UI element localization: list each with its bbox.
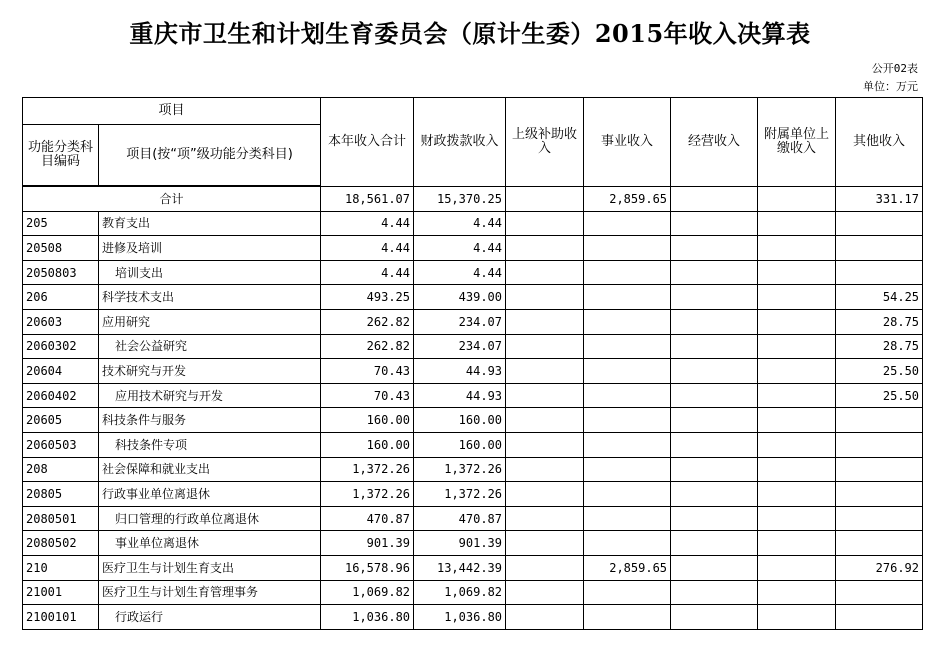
table-row — [23, 605, 923, 630]
row-total: 160.00 — [321, 408, 414, 433]
row-operating — [671, 236, 758, 261]
row-fiscal: 1,036.80 — [414, 605, 506, 630]
row-superior — [506, 482, 584, 507]
row-business — [584, 236, 671, 261]
row-other — [836, 432, 923, 457]
row-superior — [506, 236, 584, 261]
row-total: 470.87 — [321, 506, 414, 531]
row-operating — [671, 260, 758, 285]
row-name: 行政运行 — [99, 605, 321, 630]
income-table — [22, 97, 923, 630]
row-name: 医疗卫生与计划生育支出 — [99, 555, 321, 580]
row-code: 20603 — [23, 309, 99, 334]
total-row — [23, 186, 923, 211]
row-operating — [671, 211, 758, 236]
table-row — [23, 531, 923, 556]
row-affiliated — [758, 605, 836, 630]
row-fiscal: 4.44 — [414, 260, 506, 285]
total-operating — [671, 186, 758, 211]
total-affiliated — [758, 186, 836, 211]
row-operating — [671, 383, 758, 408]
table-row — [23, 580, 923, 605]
row-business — [584, 580, 671, 605]
row-total: 4.44 — [321, 236, 414, 261]
row-code: 2100101 — [23, 605, 99, 630]
row-name: 教育支出 — [99, 211, 321, 236]
unit-label: 单位：万元 — [863, 80, 918, 93]
total-label: 合计 — [23, 186, 321, 211]
header-name: 项目(按“项”级功能分类科目) — [99, 125, 321, 187]
table-row — [23, 482, 923, 507]
row-other: 276.92 — [836, 555, 923, 580]
row-other — [836, 482, 923, 507]
table-row — [23, 408, 923, 433]
header-other: 其他收入 — [836, 98, 923, 187]
row-code: 2080502 — [23, 531, 99, 556]
row-name: 归口管理的行政单位离退休 — [99, 506, 321, 531]
row-total: 1,069.82 — [321, 580, 414, 605]
row-fiscal: 13,442.39 — [414, 555, 506, 580]
row-business — [584, 457, 671, 482]
row-affiliated — [758, 260, 836, 285]
report-title: 重庆市卫生和计划生育委员会（原计生委）2015年收入决算表 — [129, 19, 811, 48]
row-code: 21001 — [23, 580, 99, 605]
table-row — [23, 506, 923, 531]
row-code: 20508 — [23, 236, 99, 261]
row-code: 20605 — [23, 408, 99, 433]
row-name: 科技条件与服务 — [99, 408, 321, 433]
row-affiliated — [758, 457, 836, 482]
row-fiscal: 901.39 — [414, 531, 506, 556]
row-total: 4.44 — [321, 211, 414, 236]
row-affiliated — [758, 432, 836, 457]
row-affiliated — [758, 309, 836, 334]
row-superior — [506, 309, 584, 334]
row-business — [584, 506, 671, 531]
row-other: 25.50 — [836, 359, 923, 384]
row-other: 54.25 — [836, 285, 923, 310]
row-operating — [671, 408, 758, 433]
row-fiscal: 1,372.26 — [414, 482, 506, 507]
row-code: 206 — [23, 285, 99, 310]
row-name: 社会公益研究 — [99, 334, 321, 359]
row-total: 262.82 — [321, 309, 414, 334]
row-fiscal: 160.00 — [414, 432, 506, 457]
row-name: 培训支出 — [99, 260, 321, 285]
row-fiscal: 44.93 — [414, 383, 506, 408]
row-name: 社会保障和就业支出 — [99, 457, 321, 482]
row-affiliated — [758, 236, 836, 261]
row-fiscal: 4.44 — [414, 211, 506, 236]
row-operating — [671, 285, 758, 310]
row-other — [836, 260, 923, 285]
row-total: 70.43 — [321, 383, 414, 408]
row-name: 技术研究与开发 — [99, 359, 321, 384]
table-row — [23, 309, 923, 334]
row-name: 事业单位离退休 — [99, 531, 321, 556]
row-fiscal: 439.00 — [414, 285, 506, 310]
row-superior — [506, 260, 584, 285]
row-other — [836, 580, 923, 605]
row-code: 2060503 — [23, 432, 99, 457]
row-fiscal: 1,069.82 — [414, 580, 506, 605]
row-name: 科技条件专项 — [99, 432, 321, 457]
row-code: 205 — [23, 211, 99, 236]
row-other — [836, 531, 923, 556]
row-other: 25.50 — [836, 383, 923, 408]
row-business — [584, 432, 671, 457]
row-business — [584, 309, 671, 334]
row-operating — [671, 334, 758, 359]
row-operating — [671, 359, 758, 384]
row-fiscal: 470.87 — [414, 506, 506, 531]
row-superior — [506, 432, 584, 457]
table-row — [23, 236, 923, 261]
row-total: 16,578.96 — [321, 555, 414, 580]
row-affiliated — [758, 482, 836, 507]
row-code: 2080501 — [23, 506, 99, 531]
row-operating — [671, 309, 758, 334]
row-business — [584, 211, 671, 236]
header-fiscal: 财政拨款收入 — [414, 98, 506, 187]
total-business: 2,859.65 — [584, 186, 671, 211]
row-name: 科学技术支出 — [99, 285, 321, 310]
row-other — [836, 236, 923, 261]
row-code: 2060302 — [23, 334, 99, 359]
row-total: 4.44 — [321, 260, 414, 285]
row-affiliated — [758, 580, 836, 605]
row-fiscal: 234.07 — [414, 334, 506, 359]
row-other — [836, 506, 923, 531]
row-operating — [671, 457, 758, 482]
row-code: 20805 — [23, 482, 99, 507]
row-affiliated — [758, 531, 836, 556]
row-name: 应用研究 — [99, 309, 321, 334]
row-other — [836, 457, 923, 482]
row-affiliated — [758, 506, 836, 531]
row-affiliated — [758, 383, 836, 408]
row-business — [584, 408, 671, 433]
header-superior: 上级补助收入 — [506, 98, 584, 187]
row-other — [836, 605, 923, 630]
header-operating: 经营收入 — [671, 98, 758, 187]
row-affiliated — [758, 211, 836, 236]
row-fiscal: 160.00 — [414, 408, 506, 433]
row-business — [584, 605, 671, 630]
row-name: 行政事业单位离退休 — [99, 482, 321, 507]
table-row — [23, 285, 923, 310]
row-name: 进修及培训 — [99, 236, 321, 261]
row-name: 应用技术研究与开发 — [99, 383, 321, 408]
row-superior — [506, 531, 584, 556]
row-business — [584, 383, 671, 408]
form-number: 公开02表 — [871, 62, 918, 75]
row-code: 2060402 — [23, 383, 99, 408]
row-operating — [671, 555, 758, 580]
row-affiliated — [758, 359, 836, 384]
row-business — [584, 334, 671, 359]
row-superior — [506, 334, 584, 359]
table-row — [23, 359, 923, 384]
row-total: 70.43 — [321, 359, 414, 384]
table-row — [23, 457, 923, 482]
row-business — [584, 531, 671, 556]
row-superior — [506, 580, 584, 605]
row-operating — [671, 580, 758, 605]
row-total: 262.82 — [321, 334, 414, 359]
row-business — [584, 482, 671, 507]
row-name: 医疗卫生与计划生育管理事务 — [99, 580, 321, 605]
header-business: 事业收入 — [584, 98, 671, 187]
table-row — [23, 211, 923, 236]
row-business — [584, 285, 671, 310]
row-superior — [506, 605, 584, 630]
table-row — [23, 334, 923, 359]
row-superior — [506, 457, 584, 482]
table-row — [23, 432, 923, 457]
row-superior — [506, 383, 584, 408]
row-other — [836, 211, 923, 236]
row-superior — [506, 506, 584, 531]
row-total: 160.00 — [321, 432, 414, 457]
row-total: 1,036.80 — [321, 605, 414, 630]
row-fiscal: 234.07 — [414, 309, 506, 334]
row-operating — [671, 531, 758, 556]
row-business: 2,859.65 — [584, 555, 671, 580]
total-other: 331.17 — [836, 186, 923, 211]
row-superior — [506, 408, 584, 433]
row-business — [584, 260, 671, 285]
row-superior — [506, 285, 584, 310]
row-affiliated — [758, 334, 836, 359]
row-operating — [671, 605, 758, 630]
row-business — [584, 359, 671, 384]
row-superior — [506, 555, 584, 580]
row-superior — [506, 359, 584, 384]
table-row — [23, 383, 923, 408]
row-fiscal: 1,372.26 — [414, 457, 506, 482]
total-fiscal: 15,370.25 — [414, 186, 506, 211]
total-total: 18,561.07 — [321, 186, 414, 211]
row-affiliated — [758, 285, 836, 310]
row-total: 1,372.26 — [321, 482, 414, 507]
row-other — [836, 408, 923, 433]
row-code: 210 — [23, 555, 99, 580]
table-row — [23, 260, 923, 285]
row-superior — [506, 211, 584, 236]
row-affiliated — [758, 408, 836, 433]
row-total: 1,372.26 — [321, 457, 414, 482]
total-superior — [506, 186, 584, 211]
row-operating — [671, 506, 758, 531]
row-operating — [671, 482, 758, 507]
row-code: 20604 — [23, 359, 99, 384]
row-affiliated — [758, 555, 836, 580]
row-fiscal: 4.44 — [414, 236, 506, 261]
row-code: 2050803 — [23, 260, 99, 285]
row-operating — [671, 432, 758, 457]
table-row — [23, 555, 923, 580]
row-other: 28.75 — [836, 309, 923, 334]
row-fiscal: 44.93 — [414, 359, 506, 384]
header-code: 功能分类科目编码 — [23, 125, 99, 187]
row-total: 901.39 — [321, 531, 414, 556]
row-total: 493.25 — [321, 285, 414, 310]
header-project: 项目 — [23, 98, 321, 125]
header-total: 本年收入合计 — [321, 98, 414, 187]
row-other: 28.75 — [836, 334, 923, 359]
header-affiliated: 附属单位上缴收入 — [758, 98, 836, 187]
row-code: 208 — [23, 457, 99, 482]
